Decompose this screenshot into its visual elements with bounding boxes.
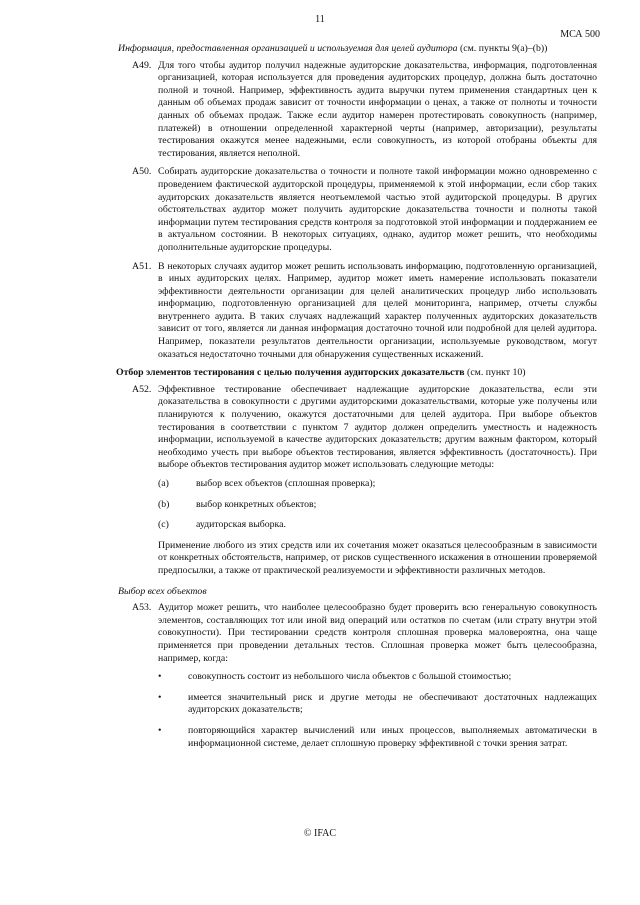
bullet-list xyxy=(158,671,597,750)
section-heading-text: Отбор элементов тестирования с целью получения аудиторских доказательств xyxy=(116,367,465,379)
list-item-text: выбор конкретных объектов; xyxy=(196,498,317,510)
paragraph-text: Собирать аудиторские доказательства о точности и полноте такой информации можно одновременно с проведением фактической аудиторской процедуры, применяемой к этой информации, если сбор таких аудиторских доказательств является неотъемлемой частью этой аудиторской процедуры. В других обстоятельствах аудитор может получить аудиторские доказательства точности и полноты такой информации путем тестирования средств контроля за подготовкой этой информации и поддержанием ее в актуальном состоянии. В некоторых ситуациях, однако, аудитор может решить, что необходимы дополнительные аудиторские процедуры. xyxy=(158,166,597,253)
list-item-text: аудиторская выборка. xyxy=(196,519,286,531)
section-heading-text: Выбор всех объектов xyxy=(118,585,207,597)
paragraph-number: А49. xyxy=(132,59,152,71)
list-item-text: выбор всех объектов (сплошная проверка); xyxy=(196,478,376,489)
paragraph-number: А51. xyxy=(132,260,152,272)
list-item xyxy=(158,519,597,532)
section-heading-info-provided xyxy=(118,43,597,56)
bullet-icon: • xyxy=(158,691,162,703)
section-heading-selection xyxy=(116,367,597,380)
paragraph-a50 xyxy=(118,166,597,254)
page-footer: © IFAC xyxy=(303,828,337,839)
list-item xyxy=(158,671,597,684)
paragraph-a53 xyxy=(118,602,597,665)
list-item-label: (c) xyxy=(158,519,169,531)
paragraph-text: Аудитор может решить, что наиболее целесообразно будет проверить всю генеральную совокупность элементов, составляющих тот или иной вид операций или остатков по счетам (или страту внутри этой совокупности). При тестировании средств контроля сплошная проверка маловероятна, она чаще применяется при проведении детальных тестов. Сплошная проверка может быть целесообразна, например, когда: xyxy=(158,602,597,664)
bullet-icon: • xyxy=(158,724,162,736)
paragraph-text: Эффективное тестирование обеспечивает надлежащие аудиторские доказательства, если эти доказательства в совокупности с другими аудиторскими доказательствами, которые уже получены или планируются к получению, окажутся достаточными для целей аудитора. При выборе объектов тестирования в соответствии с пунктом 7 аудитор должен определить уместность и надежность информации, используемой в качестве аудиторских доказательств; другим важным фактором, который необходимо учесть при выборе объектов тестирования, является эффективность (достаточность). При выборе объектов тестирования аудитор может использовать следующие методы: xyxy=(158,383,597,471)
page-number: 11 xyxy=(315,14,325,25)
list-item xyxy=(158,478,597,491)
list-item-label: (a) xyxy=(158,478,169,489)
list-item xyxy=(158,499,597,512)
list-item-text: имеется значительный риск и другие методы не обеспечивают достаточных надлежащих аудиторских доказательств; xyxy=(188,691,597,716)
paragraph-text: Для того чтобы аудитор получил надежные аудиторские доказательства, информация, подготовленная организацией, которая используется для проведения аудиторских процедур, должна быть достаточно полной и точной. Например, эффективность аудита выручки путем применения стандартных цен к данным об объемах продаж зависит от точности информации о ценах, а также от полноты и точности данных об объемах продаж. Также если аудитор намерен протестировать совокупность (например, платежей) в отношении определенной характерной черты (например, авторизации), результаты тестирования окажутся менее надежными, если совокупность, из которой отобраны объекты для тестирования, является неполной. xyxy=(158,59,597,159)
paragraph-number: А53. xyxy=(132,602,152,614)
list-item-text: совокупность состоит из небольшого числа объектов с большой стоимостью; xyxy=(188,671,512,683)
closing-paragraph: Применение любого из этих средств или их сочетания может оказаться целесообразным в зависимости от конкретных обстоятельств, например, от рисков существенного искажения в отношении проверяемой предпосылки, а также от практической реализуемости и эффективности различных методов. xyxy=(158,539,597,576)
section-reference: (см. пункты 9(а)–(b)) xyxy=(457,43,548,54)
paragraph-number: А52. xyxy=(132,383,152,395)
list-item-label: (b) xyxy=(158,498,170,510)
list-item xyxy=(158,692,597,717)
page-body xyxy=(118,43,597,758)
paragraph-a51 xyxy=(118,261,597,362)
document-id: МСА 500 xyxy=(560,29,600,40)
section-heading-select-all xyxy=(118,586,597,599)
section-heading-text: Информация, предоставленная организацией и используемая для целей аудитора xyxy=(118,43,458,54)
paragraph-text: В некоторых случаях аудитор может решить использовать информацию, подготовленную организацией, в иных аудиторских целях. Например, аудитор может иметь намерение использовать показатели эффективности деятельности организации для целей аналитических процедур либо использовать информацию, подготовленную организацией для целей мониторинга, например, отчеты службы внутреннего аудита. В таких случаях надлежащий характер полученных аудиторских доказательств зависит от того, является ли данная информация достаточно точной или подробной для целей аудитора. Например, показатели результатов деятельности организации, используемые руководством, могут оказаться недостаточно точными для обнаружения существенных искажений. xyxy=(158,260,597,360)
list-item-text: повторяющийся характер вычислений или иных процессов, выполняемых автоматически в информационной системе, делает сплошную проверку эффективной с точки зрения затрат. xyxy=(188,724,597,749)
bullet-icon: • xyxy=(158,671,162,683)
paragraph-number: А50. xyxy=(132,166,152,178)
paragraph-a49 xyxy=(118,60,597,161)
paragraph-a52 xyxy=(118,384,597,472)
list-item xyxy=(158,725,597,750)
section-reference: (см. пункт 10) xyxy=(464,367,526,379)
method-list xyxy=(158,478,597,532)
